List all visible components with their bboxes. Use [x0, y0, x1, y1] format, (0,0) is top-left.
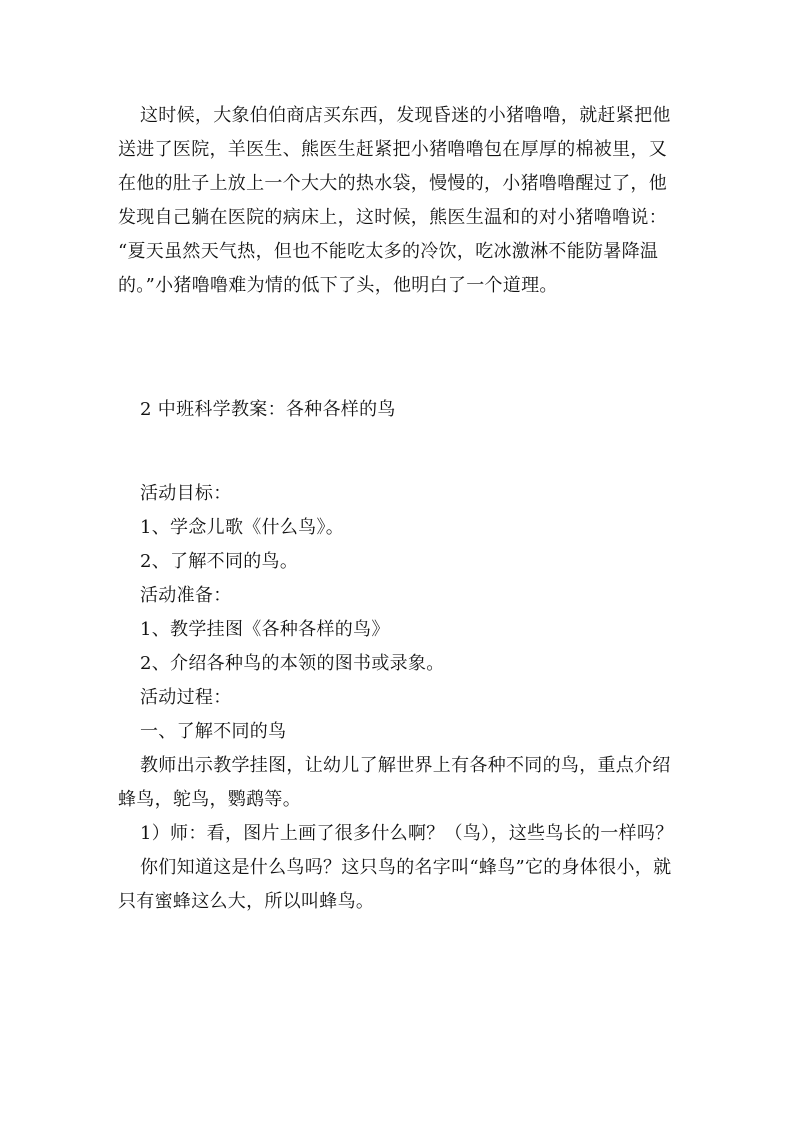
story-line: 发现自己躺在医院的病床上，这时候，熊医生温和的对小猪噜噜说：	[118, 207, 667, 228]
story-line: 这时候，大象伯伯商店买东西，发现昏迷的小猪噜噜，就赶紧把他	[140, 105, 671, 126]
question-line: 你们知道这是什么鸟吗？这只鸟的名字叫“蜂鸟”它的身体很小，就	[140, 857, 672, 878]
story-line: 在他的肚子上放上一个大大的热水袋，慢慢的，小猪噜噜醒过了，他	[118, 173, 667, 194]
story-line: 送进了医院，羊医生、熊医生赶紧把小猪噜噜包在厚厚的棉被里，又	[118, 139, 667, 160]
lesson-plan-body	[118, 477, 678, 919]
step-paragraph-line: 蜂鸟，鸵鸟，鹦鹉等。	[118, 789, 301, 810]
section-heading: 2 中班科学教案：各种各样的鸟	[140, 399, 396, 420]
question-line: 只有蜜蜂这么大，所以叫蜂鸟。	[118, 891, 375, 912]
story-line: “夏天虽然天气热，但也不能吃太多的冷饮，吃冰激淋不能防暑降温	[118, 241, 659, 262]
goal-item: 2、了解不同的鸟。	[140, 551, 299, 572]
section-heading-block	[118, 393, 678, 427]
prep-label: 活动准备：	[140, 585, 232, 606]
goals-label: 活动目标：	[140, 483, 232, 504]
prep-item: 2、介绍各种鸟的本领的图书或录象。	[140, 653, 445, 674]
step-paragraph-line: 教师出示教学挂图，让幼儿了解世界上有各种不同的鸟，重点介绍	[140, 755, 671, 776]
step-title: 一、了解不同的鸟	[140, 721, 287, 742]
prep-item: 1、教学挂图《各种各样的鸟》	[140, 619, 390, 640]
process-label: 活动过程：	[140, 687, 232, 708]
story-paragraph	[118, 99, 678, 303]
story-line: 的。”小猪噜噜难为情的低下了头，他明白了一个道理。	[118, 275, 558, 296]
goal-item: 1、学念儿歌《什么鸟》。	[140, 517, 345, 538]
question-line: 1）师：看，图片上画了很多什么啊？（鸟），这些鸟长的一样吗？	[140, 823, 674, 844]
